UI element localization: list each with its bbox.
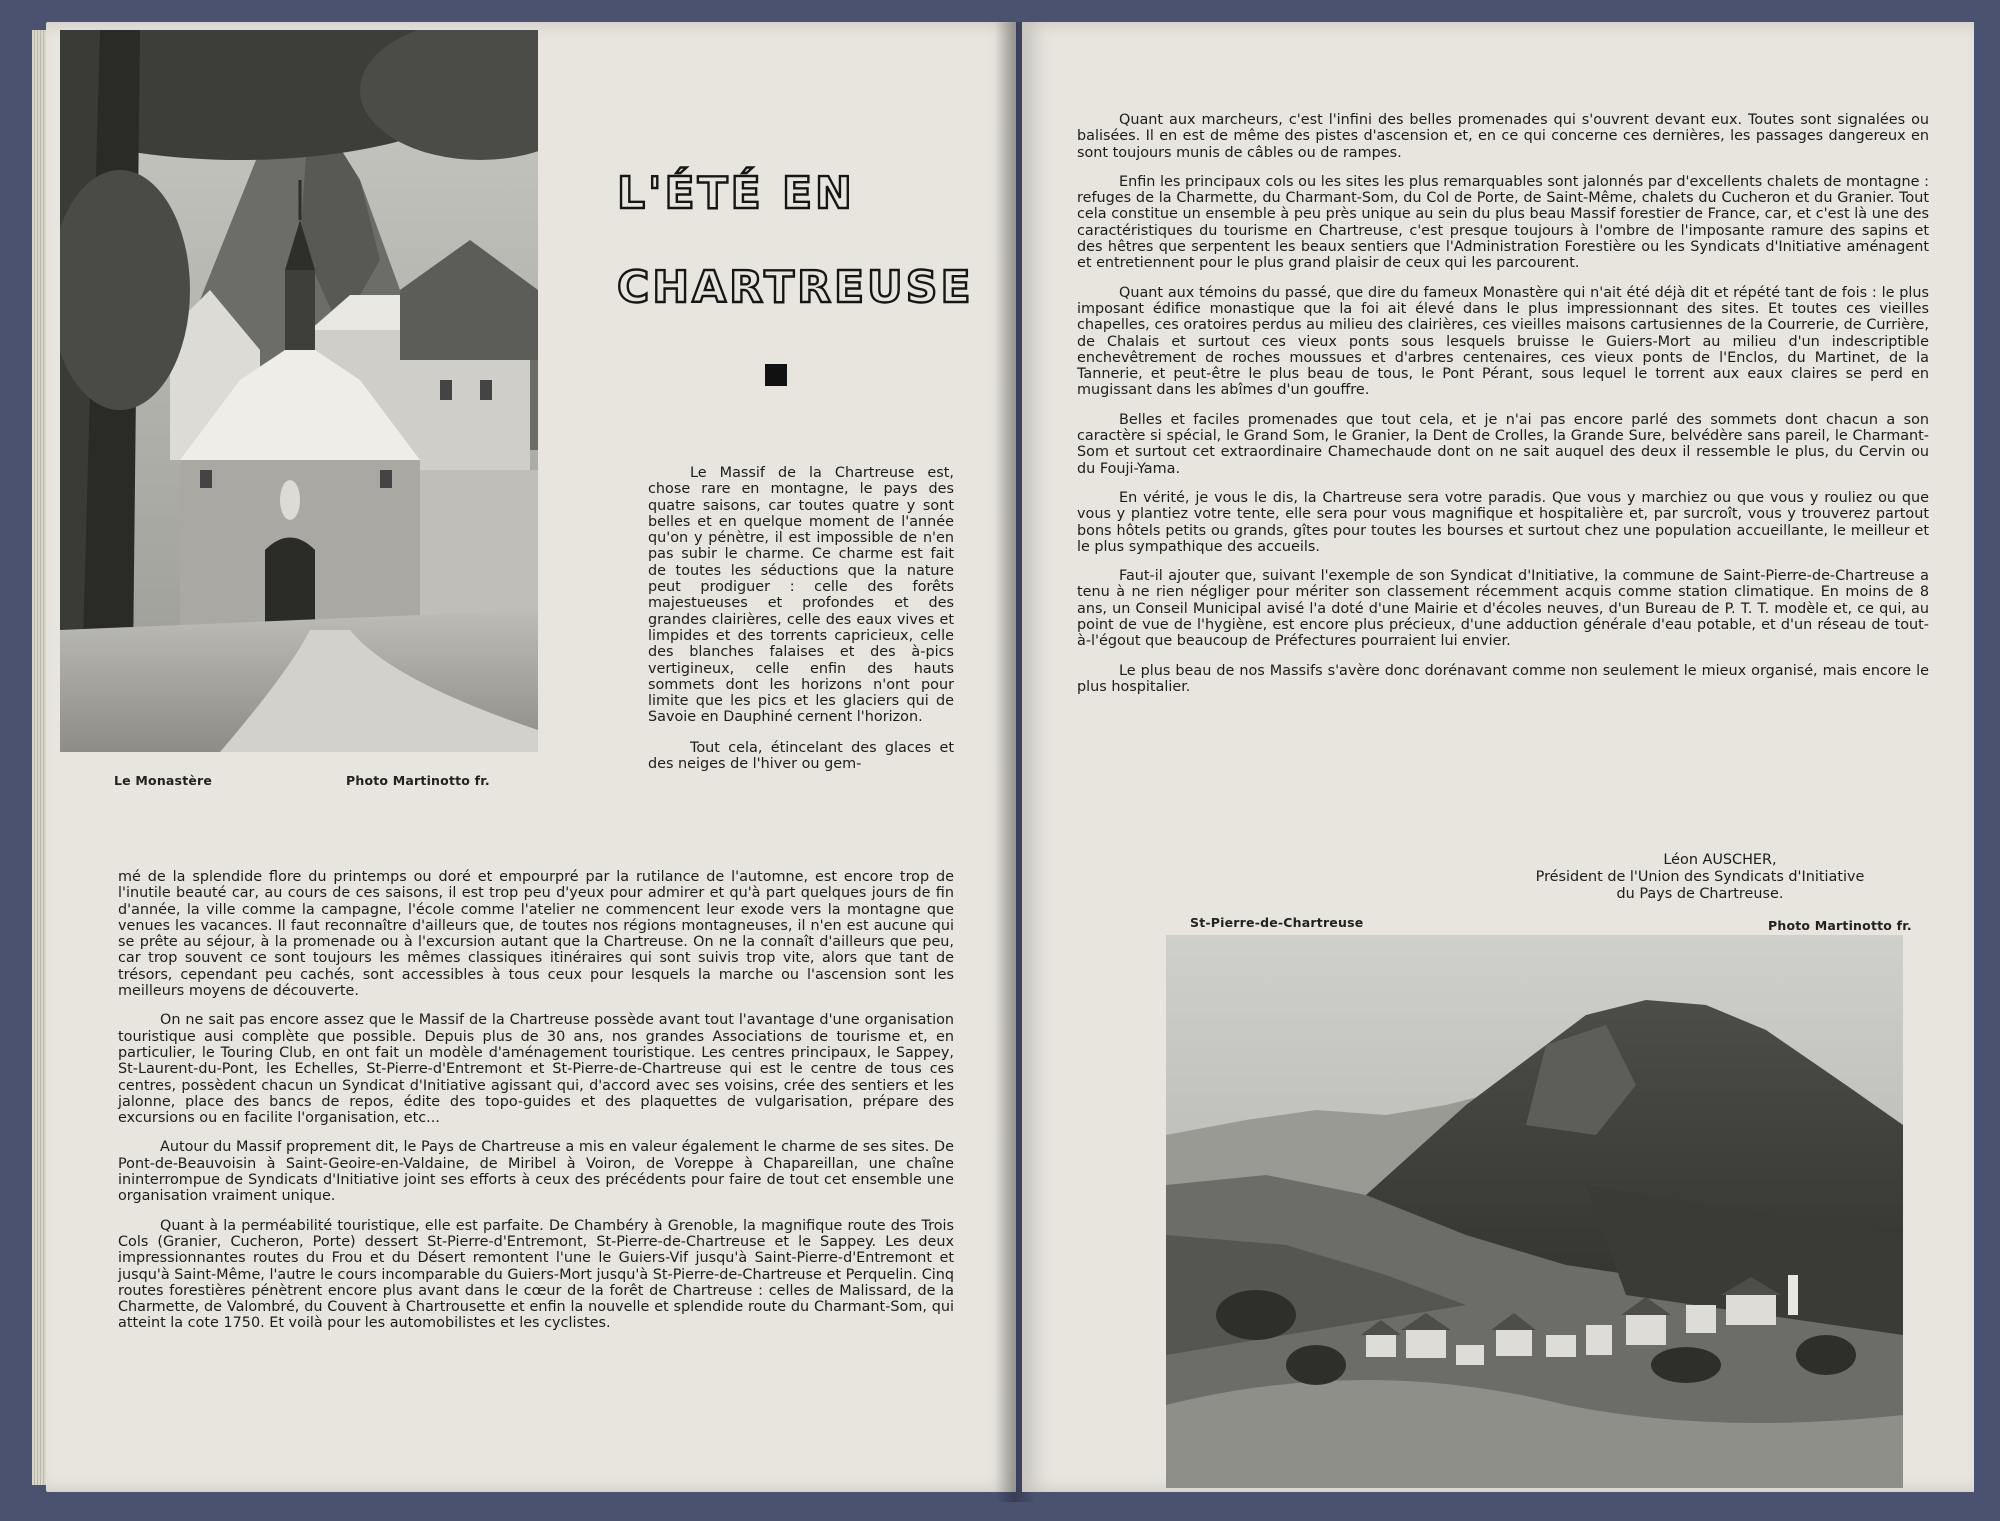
- body-paragraph: Autour du Massif proprement dit, le Pays de Chartreuse a mis en valeur également le charme de ses sites. De Pont-de-Beauvoisin à Saint-Geoire-en-Valdaine, de Miribel à Voiron, de Voreppe à Chapareillan, une chaîne ininterrompue de Syndicats d'Initiative joint ses efforts à ceux des précédents pour faire de tout cet ensemble une organisation vraiment unique.: [118, 1139, 954, 1205]
- signature-name: Léon AUSCHER,: [1663, 852, 1777, 868]
- left-body-text: [118, 869, 954, 1332]
- signature-title-1: Président de l'Union des Syndicats d'Initiative: [1535, 869, 1865, 885]
- village-photo-credit: Photo Martinotto fr.: [1768, 918, 1912, 933]
- monastery-photo-credit: Photo Martinotto fr.: [346, 773, 490, 788]
- intro-column: [648, 465, 954, 772]
- monastery-photo-caption: Le Monastère: [114, 773, 213, 788]
- body-paragraph: Faut-il ajouter que, suivant l'exemple de son Syndicat d'Initiative, la commune de Saint-Pierre-de-Chartreuse a tenu à ne rien négliger pour mériter son classement récemment acquis comme station climatique. En moins de 8 ans, un Conseil Municipal avisé l'a doté d'une Mairie et d'écoles neuves, d'un Bureau de P. T. T. modèle et, ce qui, au point de vue de l'hygiène, est encore plus précieux, d'une adduction générale d'eau potable, et d'un réseau de tout-à-l'égout que beaucoup de Préfectures pourraient lui envier.: [1077, 568, 1929, 650]
- body-paragraph: Belles et faciles promenades que tout cela, et je n'ai pas encore parlé des sommets dont chacun a son caractère si spécial, le Grand Som, le Granier, la Dent de Crolles, la Grande Sure, belvédère sans pareil, le Charmant-Som et surtout cet extraordinaire Chamechaude dont on ne sait auquel des deux il ressemble le plus, du Cervin ou du Fouji-Yama.: [1077, 411, 1929, 477]
- left-page: [46, 22, 1016, 1492]
- body-paragraph: On ne sait pas encore assez que le Massif de la Chartreuse possède avant tout l'avantage d'une organisation touristique ausi complète que possible. Depuis plus de 30 ans, nos grandes Associations de tourisme et, en particulier, le Touring Club, en ont fait un modèle d'aménagement touristique. Les centres principaux, le Sappey, St-Laurent-du-Pont, les Echelles, St-Pierre-d'Entremont et St-Pierre-de-Chartreuse qui est le centre de tous ces centres, possèdent chacun un Syndicat d'Initiative agissant qui, d'accord avec ses voisins, crée des sentiers et les jalonne, place des bancs de repos, édite des topo-guides et des plaquettes de vulgarisation, prépare des excursions ou en facilite l'organisation, etc...: [118, 1012, 954, 1127]
- body-paragraph: Enfin les principaux cols ou les sites les plus remarquables sont jalonnés par d'excellents chalets de montagne : refuges de la Charmette, du Charmant-Som, du Col de Porte, de Saint-Même, chalets du Cucheron et du Granier. Tout cela constitue un ensemble à peu près unique au sein du plus beau Massif forestier de France, car, et c'est là une des caractéristiques du tourisme en Chartreuse, c'est presque toujours à l'ombre de l'imposante ramure des sapins et des hêtres que serpentent les beaux sentiers que l'Administration Forestière ou les Syndicats d'Initiative aménagent et entretiennent pour le plus grand plaisir de ceux qui les parcourent.: [1077, 173, 1929, 272]
- body-paragraph: Le plus beau de nos Massifs s'avère donc dorénavant comme non seulement le mieux organisé, mais encore le plus hospitalier.: [1077, 662, 1929, 695]
- intro-paragraph: Le Massif de la Chartreuse est, chose rare en montagne, le pays des quatre saisons, car toutes quatre y sont belles et en quelque moment de l'année qu'on y pénètre, il est impossible de n'en pas subir le charme. Ce charme est fait de toutes les séductions que la nature peut prodiguer : celle des forêts majestueuses et profondes et des grandes clairières, celle des eaux vives et limpides et des torrents capricieux, celle des blanches falaises et des à-pics vertigineux, celle enfin des hauts sommets dont les horizons n'ont pour limite que les pics et les glaciers qui de Savoie en Dauphiné cernent l'horizon.: [648, 465, 954, 726]
- title-ornament-square: [765, 364, 787, 386]
- village-photo-caption: St-Pierre-de-Chartreuse: [1190, 915, 1364, 930]
- title-line-1: L'ÉTÉ EN: [617, 168, 855, 219]
- monastery-photo: [60, 30, 538, 752]
- signature-title-2: du Pays de Chartreuse.: [1616, 886, 1784, 902]
- village-photo: [1166, 935, 1903, 1488]
- signature-block: [1470, 852, 1930, 903]
- body-paragraph: Quant aux marcheurs, c'est l'infini des belles promenades qui s'ouvrent devant eux. Toutes sont signalées ou balisées. Il en est de même des pistes d'ascension et, en ce qui concerne ces dernières, les passages dangereux en sont toujours munis de câbles ou de rampes.: [1077, 112, 1929, 161]
- body-paragraph: mé de la splendide flore du printemps ou doré et empourpré par la rutilance de l'automne, est encore trop de l'inutile beauté car, au cours de ces saisons, il est trop peu d'yeux pour admirer et qu'à part quelques jours de fin d'année, la ville comme la campagne, l'école comme l'atelier ne commencent leur exode vers la montagne que venues les vacances. Il faut reconnaître d'ailleurs que, de toutes nos régions montagneuses, il n'en est aucune qui se prête au séjour, à la promenade ou à l'excursion autant que la Chartreuse. On ne la connaît d'ailleurs que peu, car trop souvent ce sont toujours les mêmes classiques itinéraires qui sont suivis trop vite, alors que tant de trésors, cependant peu cachés, sont accessibles à tous ceux pour lesquels la marche ou l'ascension sont les meilleurs moyens de découverte.: [118, 869, 954, 1000]
- right-body-text: [1077, 112, 1929, 695]
- body-paragraph: Quant aux témoins du passé, que dire du fameux Monastère qui n'ait été déjà dit et répété tant de fois : le plus imposant édifice monastique que la foi ait élevé dans le plus impressionnant des sites. Et toutes ces vieilles chapelles, ces oratoires perdus au milieu des clairières, ces vieilles maisons cartusiennes de la Courrerie, de Currière, de Chalais et surtout ces vieux ponts sous lesquels bruisse le Guiers-Mort au milieu d'un indescriptible enchevêtrement de roches moussues et d'arbres centenaires, ces vieux ponts de l'Enclos, du Martinet, de la Tannerie, et peut-être le plus beau de tous, le Pont Pérant, sous lequel le torrent aux eaux claires se perd en mugissant dans les abîmes d'un gouffre.: [1077, 284, 1929, 399]
- body-paragraph: En vérité, je vous le dis, la Chartreuse sera votre paradis. Que vous y marchiez ou que vous y rouliez ou que vous y plantiez votre tente, elle sera pour vous magnifique et hospitalière et, par surcroît, vous y trouverez partout bons hôtels petits ou grands, gîtes pour toutes les bourses et surtout chez une population accueillante, le meilleur et le plus sympathique des accueils.: [1077, 489, 1929, 555]
- right-page: [1022, 22, 1974, 1492]
- body-paragraph: Quant à la perméabilité touristique, elle est parfaite. De Chambéry à Grenoble, la magnifique route des Trois Cols (Granier, Cucheron, Porte) dessert St-Pierre-d'Entremont, St-Pierre-de-Chartreuse et le Sappey. Les deux impressionnantes routes du Frou et du Désert remontent l'une le Guiers-Vif jusqu'à Saint-Pierre-d'Entremont et jusqu'à Saint-Même, l'autre le cours incomparable du Guiers-Mort jusqu'à St-Pierre-de-Chartreuse et Perquelin. Cinq routes forestières pénètrent encore plus avant dans le cœur de la forêt de Chartreuse : celles de Malissard, de la Charmette, de Valombré, du Couvent à Chartrousette et enfin la nouvelle et splendide route du Charmant-Som, qui atteint la cote 1750. Et voilà pour les automobilistes et les cyclistes.: [118, 1217, 954, 1332]
- intro-paragraph-2-start: Tout cela, étincelant des glaces et des neiges de l'hiver ou gem-: [648, 739, 954, 773]
- title-line-2: CHARTREUSE: [617, 262, 974, 313]
